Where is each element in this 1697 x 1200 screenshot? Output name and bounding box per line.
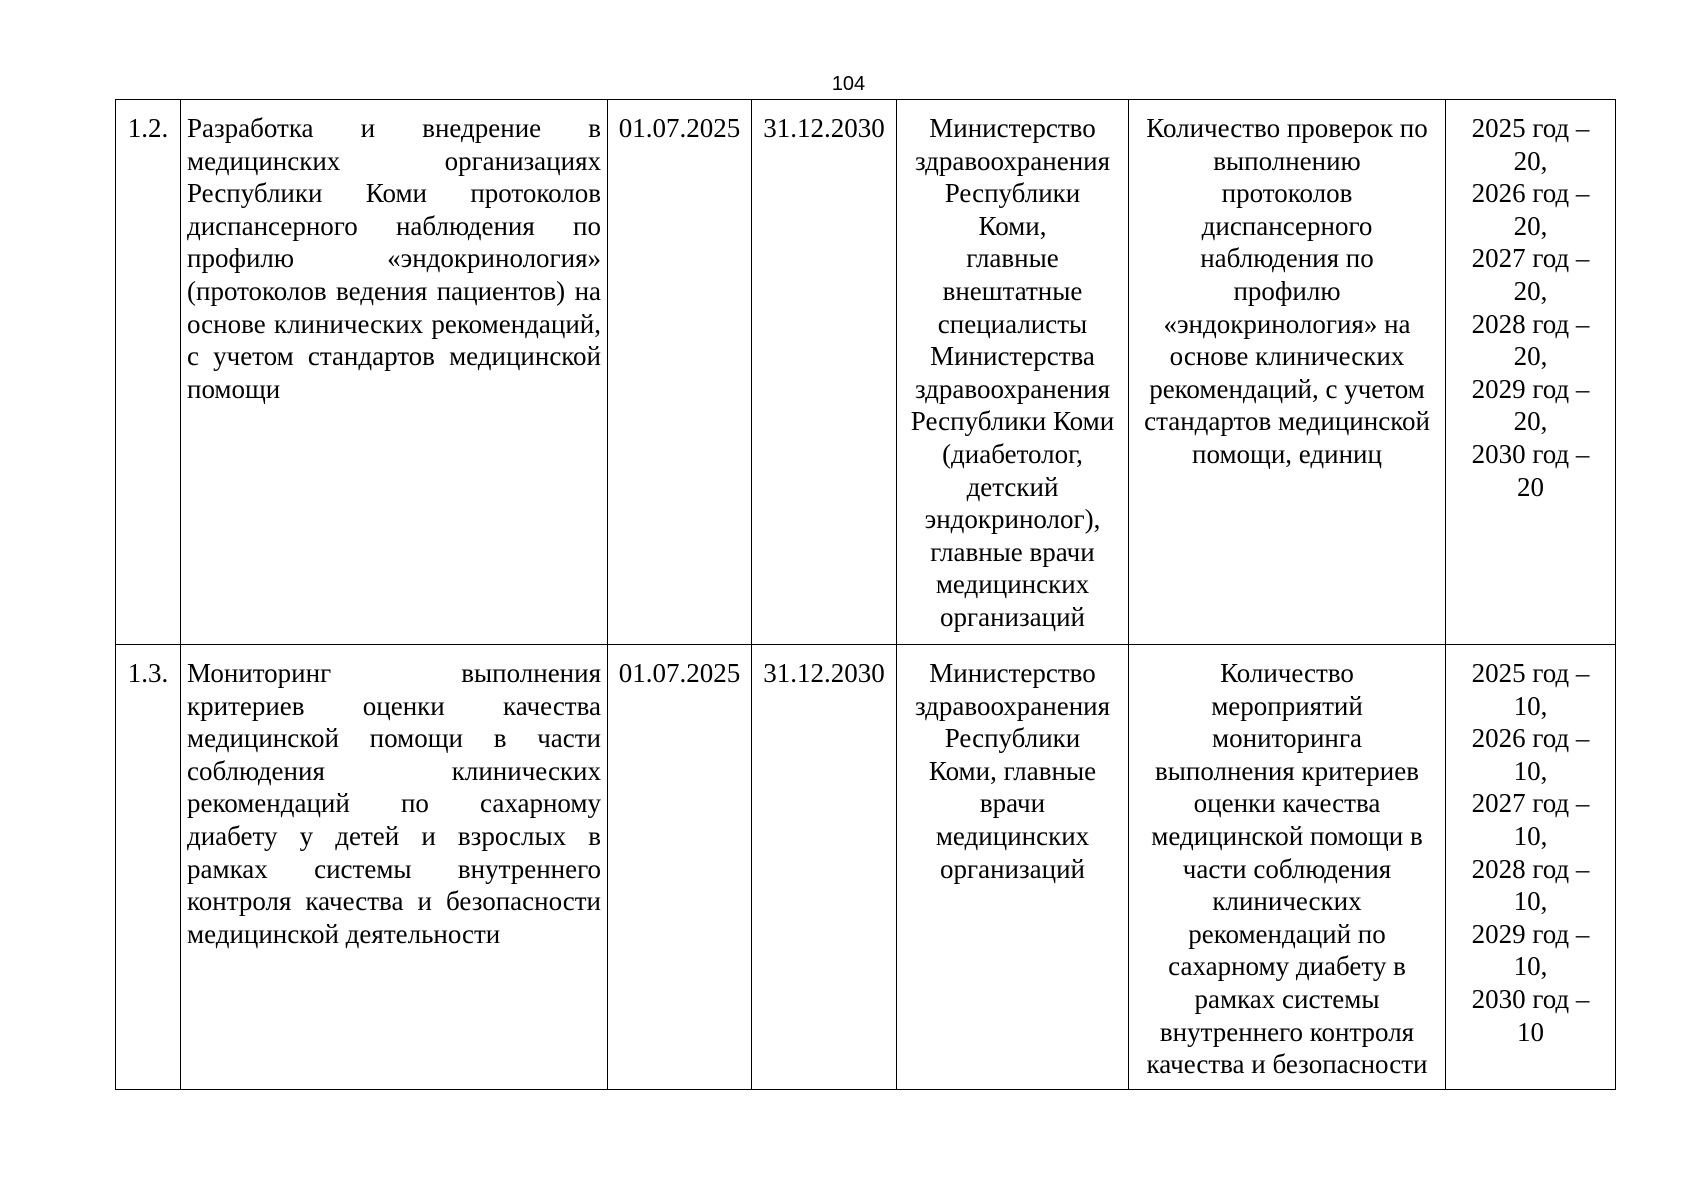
cell-line: 10,	[1513, 690, 1548, 721]
cell-line: наблюдения по	[1200, 243, 1374, 274]
cell-line: медицинской помощи в	[1151, 820, 1423, 851]
cell-line: детский	[966, 471, 1059, 502]
cell-line: здравоохранения	[914, 145, 1111, 176]
start-date: 01.07.2025	[608, 645, 752, 1090]
cell-line: организаций	[940, 853, 1085, 884]
cell-line: медицинских	[935, 820, 1090, 851]
target-values	[1446, 100, 1616, 645]
cell-line: 2028 год –	[1471, 853, 1590, 884]
cell-line: 20,	[1513, 406, 1548, 437]
cell-line: протоколов	[1221, 178, 1353, 209]
cell-line: выполнению	[1213, 145, 1361, 176]
cell-line: Количество проверок по	[1146, 113, 1428, 143]
cell-line: 2028 год –	[1471, 308, 1590, 339]
cell-line: 2029 год –	[1471, 373, 1590, 404]
cell-line: 20,	[1513, 275, 1548, 306]
cell-line: профилю	[1233, 275, 1341, 306]
activity-plan-table	[115, 99, 1616, 1090]
cell-line: внештатные	[942, 275, 1083, 306]
cell-line: эндокринолог),	[924, 504, 1101, 535]
cell-line: «эндокринология» на	[1163, 308, 1411, 339]
end-date: 31.12.2030	[752, 100, 897, 645]
activity-name: Мониторинг выполнения критериев оценки качества медицинской помощи в части соблюдения клинических рекомендаций по сахарному диабету у детей и взрослых в рамках системы внутреннего контроля качества и безопасности медицинской деятельности	[181, 645, 608, 1090]
cell-line: здравоохранения	[914, 690, 1111, 721]
target-values	[1446, 645, 1616, 1090]
cell-line: 2029 год –	[1471, 918, 1590, 949]
cell-line: Республики	[944, 723, 1081, 754]
cell-line: рекомендаций по	[1188, 918, 1386, 949]
cell-line: сахарному диабету в	[1168, 951, 1406, 982]
cell-line: 2026 год –	[1471, 178, 1590, 209]
cell-line: 20,	[1513, 341, 1548, 372]
responsible-executors	[897, 645, 1129, 1090]
cell-line: Республики Коми	[910, 406, 1115, 437]
cell-line: 2027 год –	[1471, 243, 1590, 274]
cell-line: выполнения критериев	[1155, 755, 1419, 786]
cell-line: 2025 год –	[1471, 658, 1590, 688]
activity-name: Разработка и внедрение в медицинских организациях Республики Коми протоколов диспансерного наблюдения по профилю «эндокринология» (протоколов ведения пациентов) на основе клинических рекомендаций, с учетом стандартов медицинской помощи	[181, 100, 608, 645]
cell-line: 10,	[1513, 886, 1548, 917]
start-date: 01.07.2025	[608, 100, 752, 645]
result-indicator	[1129, 100, 1446, 645]
cell-line: стандартов медицинской	[1144, 406, 1430, 437]
cell-line: внутреннего контроля	[1159, 1016, 1415, 1047]
cell-line: 10	[1517, 1016, 1544, 1047]
cell-line: Коми, главные	[928, 755, 1097, 786]
cell-line: главные	[966, 243, 1059, 274]
cell-line: Количество	[1220, 658, 1354, 688]
result-indicator	[1129, 645, 1446, 1090]
cell-line: здравоохранения	[914, 373, 1111, 404]
cell-line: медицинских	[935, 569, 1090, 600]
page-number: 104	[831, 73, 866, 95]
cell-line: организаций	[940, 601, 1085, 632]
cell-line: 10,	[1513, 755, 1548, 786]
cell-line: 2026 год –	[1471, 723, 1590, 754]
cell-line: 20,	[1513, 210, 1548, 241]
cell-line: 10,	[1513, 951, 1548, 982]
cell-line: Республики	[944, 178, 1081, 209]
cell-line: Коми,	[978, 210, 1047, 241]
cell-line: рамках системы	[1194, 983, 1380, 1014]
cell-line: 2027 год –	[1471, 788, 1590, 819]
cell-line: рекомендаций, с учетом	[1149, 373, 1425, 404]
cell-line: мониторинга	[1212, 723, 1362, 754]
cell-line: Министерство	[929, 113, 1096, 143]
cell-line: 10,	[1513, 820, 1548, 851]
row-number: 1.2.	[116, 100, 181, 645]
table-row	[116, 100, 1616, 645]
cell-line: главные врачи	[930, 536, 1095, 567]
cell-line: основе клинических	[1169, 341, 1405, 372]
cell-line: диспансерного	[1201, 210, 1373, 241]
cell-line: 20	[1517, 471, 1544, 502]
cell-line: Министерство	[929, 658, 1096, 688]
responsible-executors	[897, 100, 1129, 645]
cell-line: врачи	[979, 788, 1046, 819]
cell-line: специалисты	[937, 308, 1088, 339]
table-row	[116, 645, 1616, 1090]
cell-line: 2025 год –	[1471, 113, 1590, 143]
cell-line: помощи, единиц	[1192, 438, 1382, 469]
cell-line: Министерства	[930, 341, 1095, 372]
cell-line: 2030 год –	[1471, 983, 1590, 1014]
cell-line: (диабетолог,	[942, 438, 1083, 469]
cell-line: 20,	[1513, 145, 1548, 176]
end-date: 31.12.2030	[752, 645, 897, 1090]
cell-line: оценки качества	[1193, 788, 1381, 819]
row-number: 1.3.	[116, 645, 181, 1090]
cell-line: мероприятий	[1211, 690, 1363, 721]
cell-line: части соблюдения	[1182, 853, 1392, 884]
cell-line: качества и безопасности	[1146, 1049, 1428, 1080]
cell-line: 2030 год –	[1471, 438, 1590, 469]
cell-line: клинических	[1212, 886, 1362, 917]
